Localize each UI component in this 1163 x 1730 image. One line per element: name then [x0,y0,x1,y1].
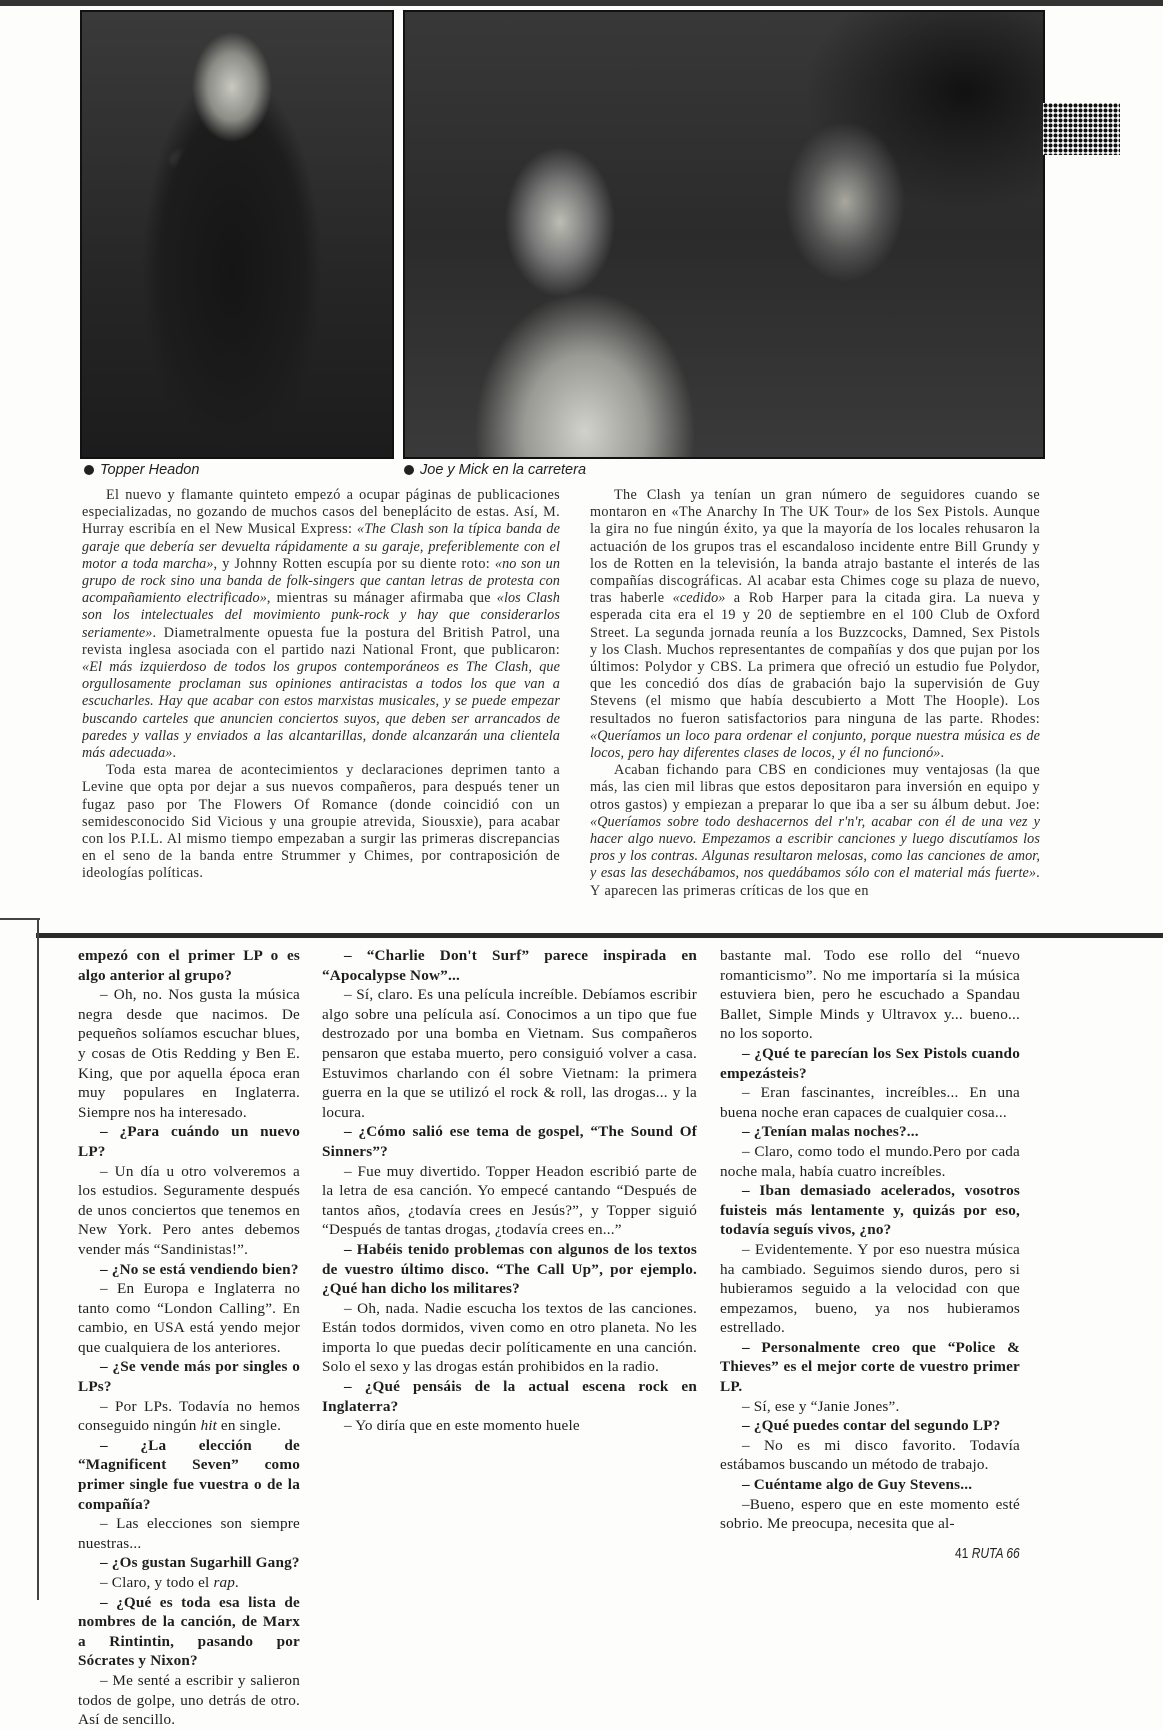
interview-question [78,1553,300,1573]
section-divider [36,933,1163,938]
text: . [234,1574,239,1591]
interview-question [78,1593,300,1671]
text: – ¿La elección de “Magnificent Seven” como primer single fue vuestra o de la compañía? [78,1436,300,1513]
paragraph [720,1436,1020,1475]
text: – ¿No se está vendiendo bien? [100,1260,299,1278]
halftone-checker-decoration [1043,103,1120,155]
text: – Sí, claro. Es una película increíble. Debíamos escribir algo sobre una película así. Conocimos a un tipo que fue destrozado por una bomba en Vietnam. Sus compañeros pensaron que estaba muerto, pero consiguió volver a casa. Estuvimos charlando con él sobre Vietnam: la primera guerra en la que se utilizó el rock & roll, las drogas... y la locura. [322,986,697,1121]
interview-question [720,1044,1020,1083]
italic-text: «Queríamos sobre todo deshacernos del r'n'r, acabar con él de una vez y hacer algo nuevo. Empezamos a escribir canciones y luego discutíamos los pros y los contras. Algunas resultaron melosas, como las canciones de amor, y esas las desechábamos, nos quedábamos sólo con el material más fuerte» [590,813,1040,882]
paragraph [720,1397,1020,1417]
interview-column-3 [720,946,1020,1534]
interview-column-2 [322,946,697,1436]
interview-question [720,1181,1020,1240]
paragraph [720,1142,1020,1181]
page-number: 41 [955,1545,969,1562]
paragraph [322,1299,697,1377]
text: , mientras su mánager afirmaba que [266,590,497,607]
paragraph [322,1162,697,1240]
divider-stub [0,918,40,920]
magazine-name: RUTA 66 [971,1545,1020,1562]
interview-question [720,1122,1020,1142]
italic-text: «El más izquierdoso de todos los grupos contemporáneos es The Clash, que orgullosamente proclaman sus opiniones antiracistas a todos los que van a escucharles. Hay que acabar con estos marxistas musicales, y se puede empezar buscando carteles que anuncien conciertos suyos, que deben ser arrancados de paredes y vallas y enviados a las alcantarillas, donde alcanzarán una clientela más adecuada» [82,659,560,762]
interview-question [322,1240,697,1299]
italic-text: hit [200,1417,217,1435]
text: . [940,745,945,762]
text: – No es mi disco favorito. Todavía estábamos buscando un método de trabajo. [720,1436,1020,1474]
text: – Por LPs. Todavía no hemos conseguido ningún [78,1397,300,1435]
text: The Clash ya tenían un gran número de seguidores cuando se montaron en «The Anarchy In The UK Tour» de los Sex Pistols. Aunque la gira no fue ningún éxito, ya que la mayoría de los locales rehusaron la actuación de los grupos tras el escandaloso incidente entre Bill Grundy y los de Rotten en la televisión, la banda atrajo bastante el interés de las compañías discográficas. Al acabar esta Chimes coge su plaza de nuevo, tras haberle [590,487,1040,607]
text: – Habéis tenido problemas con algunos de los textos de vuestro último disco. “The Call Up”, por ejemplo. ¿Qué han dicho los militares? [322,1240,697,1298]
paragraph [78,1279,300,1357]
caption-text: Topper Headon [100,462,200,478]
text: – ¿Os gustan Sugarhill Gang? [100,1554,300,1572]
text: – ¿Qué te parecían los Sex Pistols cuando empezásteis? [720,1044,1020,1082]
interview-column-1 [78,946,300,1730]
text: – Claro, y todo el [100,1574,214,1591]
text: – ¿Qué pensáis de la actual escena rock en Inglaterra? [322,1378,697,1415]
paragraph [78,1514,300,1553]
paragraph [82,487,560,762]
paragraph [78,1671,300,1730]
interview-question [720,1475,1020,1495]
text: . Diametralmente opuesta fue la postura del British Patrol, una revista inglesa asociada con el partido nazi National Front, que publicaron: [82,624,560,658]
page-footer [955,1545,1020,1562]
photo-joe-and-mick [403,10,1045,459]
bullet-icon [404,465,414,475]
paragraph [590,487,1040,762]
caption-photo2 [404,462,586,478]
text: . Y aparecen las primeras críticas de los que en [590,865,1040,899]
text: – Personalmente creo que “Police & Thieves” es el mejor corte de vuestro primer LP. [720,1338,1020,1396]
caption-text: Joe y Mick en la carretera [420,462,587,478]
text: . [172,745,177,762]
text: – Cuéntame algo de Guy Stevens... [742,1476,973,1494]
text: – Claro, como todo el mundo.Pero por cada noche mala, había cuatro increíbles. [720,1142,1020,1180]
paragraph [78,1573,300,1593]
text: –Bueno, espero que en este momento esté sobrio. Me preocupa, necesita que al- [720,1495,1020,1533]
paragraph [78,1397,300,1436]
bullet-icon [84,465,94,475]
paragraph [322,985,697,1122]
paragraph [720,1240,1020,1338]
paragraph [590,762,1040,900]
article-column-2 [590,487,1040,919]
interview-question [78,1357,300,1396]
interview-question [720,1338,1020,1397]
text: Acaban fichando para CBS en condiciones muy ventajosas (la que más, las cien mil libras que estos depositaron para inversión en equipo y otros gastos) y empiezan a preparar lo que iba a ser su álbum debut. Joe: [590,762,1040,813]
text: – Fue muy divertido. Topper Headon escribió parte de la letra de esa canción. Yo empecé cantando “Después de tantos años, ¿todavía crees en Jesús?”, y Topper siguió “Después de tantas drogas, ¿todavía crees en...” [322,1162,697,1239]
interview-question [322,946,697,985]
interview-question [78,1122,300,1161]
text: – ¿Qué puedes contar del segundo LP? [742,1417,1001,1435]
paragraph [78,985,300,1122]
text: empezó con el primer LP o es algo anterior al grupo? [78,947,300,984]
text: – Me senté a escribir y salieron todos de golpe, uno detrás de otro. Así de sencillo. [78,1671,300,1729]
article-column-1 [82,487,560,917]
text: – Un día u otro volveremos a los estudios. Seguramente después de unos conciertos que tenemos en New York. Pero antes debemos vender más “Sandinistas!”. [78,1162,300,1258]
text: – Las elecciones son siempre nuestras... [78,1515,300,1552]
italic-text: «los Clash son los intelectuales del movimiento punk-rock y hay que considerarlos seriamente» [82,590,560,641]
italic-text: «cedido» [672,590,726,607]
caption-photo1 [84,462,199,478]
photo-topper-headon [80,10,394,459]
interview-question [78,946,300,985]
interview-question [78,1436,300,1514]
text: en single. [216,1417,282,1435]
text: – Evidentemente. Y por eso nuestra música ha cambiado. Seguimos siendo duros, pero si hubieramos seguido a la velocidad con que empezamos, bueno, ya nos hubieramos estrellado. [720,1240,1020,1337]
italic-text: «The Clash son la típica banda de garaje que debería ser devuelta rápidamente a su garaje, preferiblemente con el motor a toda marcha» [82,521,560,572]
paragraph [720,946,1020,1044]
text: – En Europa e Inglaterra no tanto como “London Calling”. En cambio, en USA está yendo mejor que cualquiera de los anteriores. [78,1280,300,1356]
paragraph [82,762,560,882]
interview-question [322,1377,697,1416]
italic-text: rap [213,1574,235,1591]
text: , y Johnny Rotten escupía por su diente roto: [213,555,495,572]
text: – Oh, nada. Nadie escucha los textos de las canciones. Están todos dormidos, viven como en otro planeta. No les importa lo que puedas decir políticamente en una canción. Solo el sexo y las drogas están prohibidos en la radio. [322,1299,697,1376]
paragraph [78,1162,300,1260]
top-border [0,0,1163,6]
text: – ¿Tenían malas noches?... [742,1123,919,1141]
text: a Rob Harper para la citada gira. La nueva y esperada cita era el 19 y 20 de septiembre en el 100 Club de Oxford Street. La segunda jornada reunía a los Buzzcocks, Damned, Sex Pistols y los Clash. Muchos representantes de compañías y dos que pujan por los últimos: Polydor y CBS. La primera que ofreció un estudio fue Polydor, que les concedió dos días de grabación bajo la supervisión de Guy Stevens (el mismo que había descubierto a Mott The Hoople). Los resultados no fueron satisfactorios para ninguna de las parte. Rhodes: [590,590,1040,727]
paragraph [322,1416,697,1436]
text: bastante mal. Todo ese rollo del “nuevo romanticismo”. No me importaría si la música estuviera bien, pero he escuchado a Spandau Ballet, Simple Minds y Ultravox y... bueno... no los soporto. [720,947,1020,1043]
paragraph [720,1083,1020,1122]
text: – Yo diría que en este momento huele [344,1417,580,1435]
paragraph [720,1495,1020,1534]
text: – ¿Se vende más por singles o LPs? [78,1358,300,1396]
text: – Sí, ese y “Janie Jones”. [742,1397,900,1415]
italic-text: «no son un grupo de rock sino una banda de folk-singers que cantan letras de protesta con acompañamiento electrificado» [82,555,560,607]
text: Toda esta marea de acontecimientos y declaraciones deprimen tanto a Levine que opta por dejar a sus nuevos compañeros, para después tener un fugaz paso por The Flowers Of Romance (donde coincidió con un semidesconocido Sid Vicious y una groupie atrevida, Siousxie), para acabar con los P.I.L. Al mismo tiempo empezaban a surgir las primeras discrepancias en el seno de la banda entre Strummer y Chimes, por contraposición de ideologías políticas. [82,762,560,882]
text: – Oh, no. Nos gusta la música negra desde que nacimos. De pequeños solíamos escuchar blues, y cosas de Otis Redding y Ben E. King, que por aquella época eran muy populares en Inglaterra. Siempre nos ha interesado. [78,986,300,1121]
text: – ¿Cómo salió ese tema de gospel, “The Sound Of Sinners”? [322,1123,697,1160]
text: – Iban demasiado acelerados, vosotros fuisteis más lentamente y, quizás por eso, todavía seguís vivos, ¿no? [720,1182,1020,1239]
italic-text: «Queríamos un loco para ordenar el conjunto, porque nuestra música es de locos, pero hay diferentes clases de locos, y él no funcionó» [590,727,1040,762]
interview-question [322,1122,697,1161]
interview-question [720,1416,1020,1436]
text: – “Charlie Don't Surf” parece inspirada en “Apocalypse Now”... [322,947,697,984]
text: El nuevo y flamante quinteto empezó a ocupar páginas de publicaciones especializadas, no gozando de muchos casos del beneplácito de estas. Así, M. Hurray escribía en el New Musical Express: [82,487,560,538]
text: – ¿Qué es toda esa lista de nombres de la canción, de Marx a Rintintin, pasando por Sócrates y Nixon? [78,1593,300,1670]
text: – Eran fascinantes, increíbles... En una buena noche eran capaces de cualquier cosa... [720,1084,1020,1121]
text: – ¿Para cuándo un nuevo LP? [78,1123,300,1160]
interview-left-rule [37,918,39,1600]
interview-question [78,1260,300,1280]
